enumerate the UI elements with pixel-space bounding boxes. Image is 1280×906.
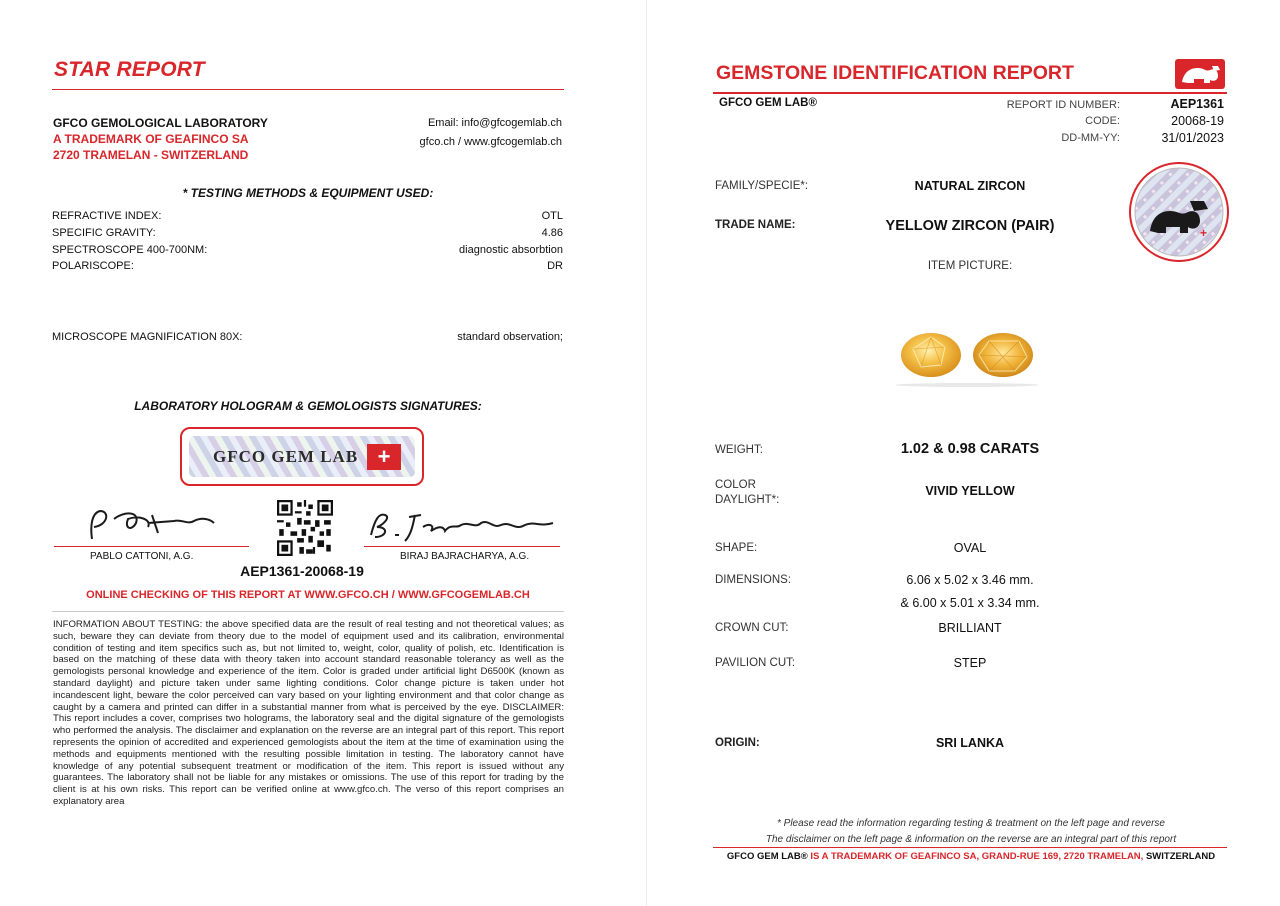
origin-label: ORIGIN: [715,737,760,749]
footnote-testing: * Please read the information regarding testing & treatment on the left page and reverse [776,818,1165,829]
family-label: FAMILY/SPECIE*: [715,180,809,192]
signer-right-name: BIRAJ BAJRACHARYA, A.G. [400,551,530,562]
meta-value-date: 31/01/2023 [1161,131,1224,145]
pavilion-cut-label: PAVILION CUT: [715,657,796,669]
test-label: SPECIFIC GRAVITY: [52,227,156,239]
star-report-title: STAR REPORT [54,58,205,81]
test-row [52,210,563,222]
dimensions-value-2: & 6.00 x 5.01 x 3.34 mm. [900,596,1040,610]
lab-trademark: A TRADEMARK OF GEAFINCO SA [53,132,249,146]
crown-cut-label: CROWN CUT: [715,622,789,634]
title-divider [713,92,1227,94]
footer-trademark [712,851,1230,862]
information-disclaimer: INFORMATION ABOUT TESTING: the above specified data are the result of real testing and not theoretical values; as such, beware they can deviate from theory due to the model of equipment used and its calibration, environmental condition of testing and item specifics such as, but not limited to, weight, color, quality of polish, etc. Identification is based on the matching of these data with theory taken into account standard reasonable tolerancy as well as the gemologists personal knowledge and experience of the item. Color is graded under artificial light D6500K (known as standard daylight) and picture taken under same lighting conditions. Color change picture is taken under hot incandescent light, beware the color perceived can vary based on your lighting environment and that color change as caught by a camera and printed can differ in a substantial manner from what is perceived by the eye. DISCLAIMER: This report includes a cover, comprises two holograms, the laboratory seal and the digital signature of the gemologists who performed the analysis. The disclaimer and explanation on the reverse are an integral part of this report. This report represents the opinion of accredited and experienced gemologists about the item at the time of examination using the methods and equipments mentioned with the resulting possible limitation in testing. The laboratory cannot have knowledge of any potential subsequent treatment or modification of the item. This report is issued without any guarantees. The laboratory shall not be liable for any mistakes or omissions. The use of this report for trading by the client is at his own risks. This report can be verified online at www.gfco.ch. The verso of this report comprises an explanatory area [53,619,564,807]
meta-value-report-id: AEP1361 [1170,97,1224,111]
trade-name-label: TRADE NAME: [715,219,796,231]
testing-methods-heading: * TESTING METHODS & EQUIPMENT USED: [182,186,434,200]
lab-name: GFCO GEMOLOGICAL LABORATORY [53,116,268,130]
hologram-heading: LABORATORY HOLOGRAM & GEMOLOGISTS SIGNATURES: [134,399,482,413]
footer-address: IS A TRADEMARK OF GEAFINCO SA, GRAND-RUE 169, 2720 TRAMELAN, [807,851,1146,862]
gfco-logo-icon [1174,58,1226,90]
footnote-disclaimer: The disclaimer on the left page & information on the reverse are an integral part of this report [765,834,1177,845]
lab-hologram [180,427,424,486]
test-label: POLARISCOPE: [52,260,134,272]
dimensions-value-1: 6.06 x 5.02 x 3.46 mm. [906,573,1034,587]
signature-line-left [54,546,249,547]
family-value: NATURAL ZIRCON [914,179,1026,193]
meta-label-date: DD-MM-YY: [1061,132,1120,144]
hologram-text: GFCO GEM LAB [213,447,359,466]
report-id-number: AEP1361-20068-19 [240,563,364,579]
lab-location: 2720 TRAMELAN - SWITZERLAND [53,148,249,162]
meta-label-report-id: REPORT ID NUMBER: [1006,99,1120,111]
footer-brand: GFCO GEM LAB® [726,851,808,862]
signer-left-name: PABLO CATTONI, A.G. [90,551,194,562]
color-daylight-label: DAYLIGHT*: [715,494,780,506]
color-value: VIVID YELLOW [925,484,1015,498]
test-value: DR [547,260,563,272]
test-row [52,244,563,256]
qr-code [277,500,333,556]
gemstone-report-title: GEMSTONE IDENTIFICATION REPORT [716,62,1074,84]
lab-websites: gfco.ch / www.gfcogemlab.ch [419,136,562,148]
item-picture-label: ITEM PICTURE: [927,260,1013,272]
weight-value: 1.02 & 0.98 CARATS [900,441,1040,457]
shape-label: SHAPE: [715,542,758,554]
test-label: MICROSCOPE MAGNIFICATION 80X: [52,331,243,343]
test-value: OTL [541,210,563,222]
info-divider [52,611,564,612]
test-value: standard observation; [457,331,563,343]
meta-label-code: CODE: [1085,115,1120,127]
title-divider [52,89,564,90]
test-label: REFRACTIVE INDEX: [52,210,162,222]
footer-divider [713,847,1227,848]
meta-value-code: 20068-19 [1171,114,1224,128]
lab-seal-hologram [1128,161,1230,263]
lab-contact [380,114,562,152]
lab-address [53,115,268,163]
crown-cut-value: BRILLIANT [938,621,1002,635]
color-label: COLOR [715,479,756,491]
pavilion-cut-value: STEP [953,656,987,670]
trade-name-value: YELLOW ZIRCON (PAIR) [885,218,1055,234]
test-label: SPECTROSCOPE 400-700NM: [52,244,208,256]
test-row [52,227,563,239]
test-value: 4.86 [541,227,563,239]
signature-line-right [364,546,560,547]
origin-value: SRI LANKA [935,736,1005,750]
weight-label: WEIGHT: [715,444,763,456]
test-value: diagnostic absorbtion [459,244,563,256]
microscope-row [52,331,563,343]
page-fold [646,0,647,906]
swiss-cross-icon: + [367,444,401,470]
test-row [52,260,563,272]
dimensions-label: DIMENSIONS: [715,574,792,586]
lab-brand: GFCO GEM LAB® [719,97,817,109]
lab-email: Email: info@gfcogemlab.ch [427,117,562,129]
svg-text:+: + [1200,226,1208,240]
footer-country: SWITZERLAND [1145,851,1216,862]
signature-right [365,505,560,545]
signature-left [78,505,228,545]
item-picture [893,329,1043,389]
shape-value: OVAL [953,541,987,555]
online-check-link[interactable]: ONLINE CHECKING OF THIS REPORT AT WWW.GFCO.CH / WWW.GFCOGEMLAB.CH [86,589,530,601]
